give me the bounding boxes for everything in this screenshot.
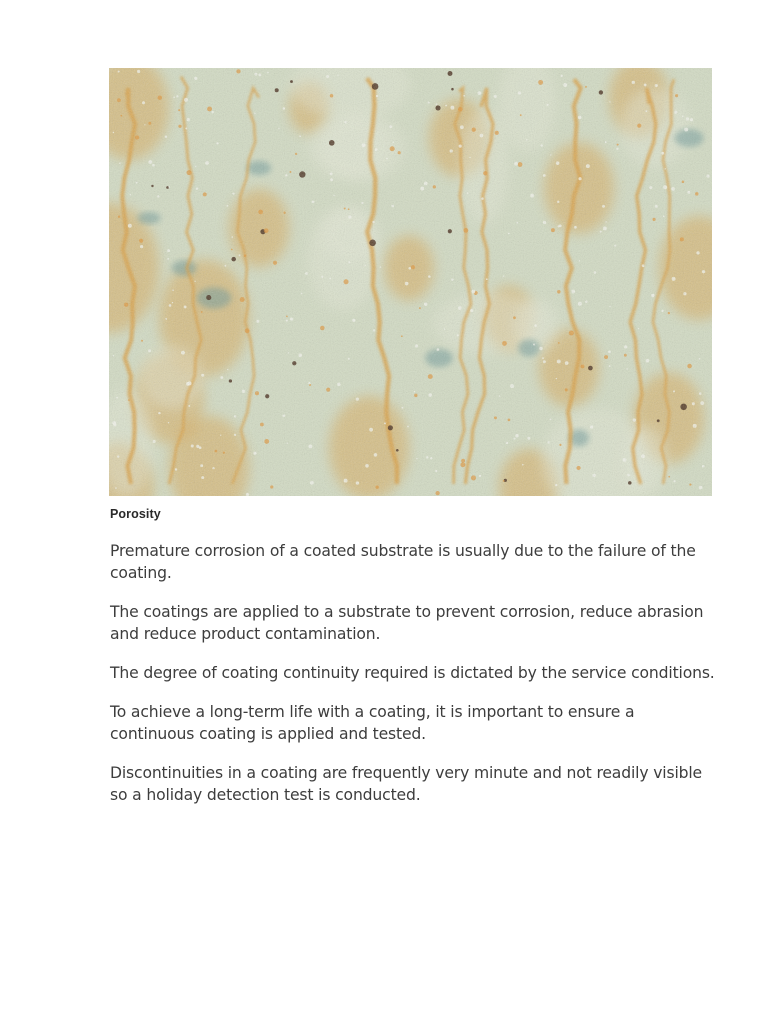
- porosity-photo: [109, 68, 712, 496]
- figure-caption: Porosity: [110, 507, 161, 521]
- paragraph-2: The coatings are applied to a substrate to prevent corrosion, reduce abrasion and reduce product contamination.: [110, 603, 704, 643]
- paragraph-3: The degree of coating continuity required is dictated by the service conditions.: [110, 664, 715, 682]
- photo-grain: [109, 68, 712, 496]
- article-body: [110, 540, 720, 823]
- paragraph-4: To achieve a long-term life with a coating, it is important to ensure a continuous coating is applied and tested.: [110, 703, 635, 743]
- porosity-photo-image: [109, 68, 712, 496]
- paragraph-1: Premature corrosion of a coated substrate is usually due to the failure of the coating.: [110, 542, 696, 582]
- paragraph-5: Discontinuities in a coating are frequently very minute and not readily visible so a holiday detection test is conducted.: [110, 764, 703, 804]
